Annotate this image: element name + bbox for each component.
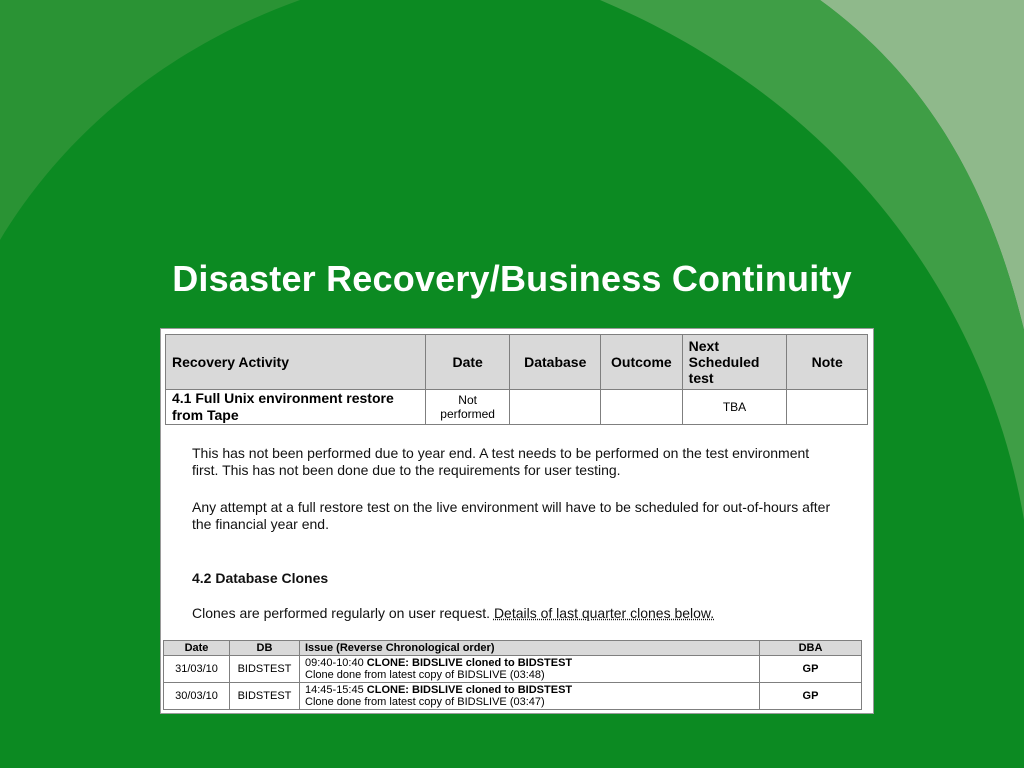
- clone-action: CLONE: BIDSLIVE cloned to BIDSTEST: [366, 657, 573, 669]
- recovery-table: [165, 334, 868, 425]
- clone-detail: Clone done from latest copy of BIDSLIVE (03:47): [305, 696, 545, 708]
- recovery-table-header: [166, 335, 868, 390]
- clone-time: 14:45-15:45: [305, 684, 367, 696]
- clone-db: BIDSTEST: [230, 683, 300, 710]
- header-date: Date: [425, 335, 510, 390]
- clone-action: CLONE: BIDSLIVE cloned to BIDSTEST: [366, 684, 573, 696]
- clones-lead-text: Clones are performed regularly on user request.: [192, 605, 494, 621]
- clone-issue: [300, 656, 760, 683]
- table-row: [164, 656, 862, 683]
- header-note: Note: [787, 335, 868, 390]
- cell-activity: 4.1 Full Unix environment restore from Tape: [166, 390, 426, 425]
- paragraph-not-performed: This has not been performed due to year end. A test needs to be performed on the test environment first. This has not been done due to the requirements for user testing.: [192, 445, 810, 478]
- header-next-scheduled-test: Next Scheduled test: [682, 335, 787, 390]
- table-row: [166, 390, 868, 425]
- cell-date: Not performed: [425, 390, 510, 425]
- clone-dba: GP: [760, 656, 862, 683]
- paragraph-clones: [192, 605, 832, 622]
- header-clone-issue: Issue (Reverse Chronological order): [300, 641, 760, 656]
- left-arc: [0, 0, 300, 240]
- header-clone-db: DB: [230, 641, 300, 656]
- clone-detail: Clone done from latest copy of BIDSLIVE (03:48): [305, 669, 545, 681]
- slide-title: Disaster Recovery/Business Continuity: [172, 258, 852, 299]
- clones-table: [163, 640, 862, 710]
- cell-note: [787, 390, 868, 425]
- clone-time: 09:40-10:40: [305, 657, 367, 669]
- cell-next-test: TBA: [682, 390, 787, 425]
- header-clone-date: Date: [164, 641, 230, 656]
- header-database: Database: [510, 335, 601, 390]
- clone-issue: [300, 683, 760, 710]
- header-clone-dba: DBA: [760, 641, 862, 656]
- clones-details-text: Details of last quarter clones below.: [493, 605, 715, 621]
- header-outcome: Outcome: [601, 335, 683, 390]
- cell-outcome: [601, 390, 683, 425]
- section-heading-database-clones: 4.2 Database Clones: [192, 570, 329, 586]
- document-excerpt: [161, 329, 873, 713]
- clones-table-header: [164, 641, 862, 656]
- paragraph-live-restore: Any attempt at a full restore test on the live environment will have to be scheduled for out-of-hours after the financial year end.: [192, 499, 831, 532]
- table-row: [164, 683, 862, 710]
- cell-database: [510, 390, 601, 425]
- clone-date: 31/03/10: [164, 656, 230, 683]
- clone-db: BIDSTEST: [230, 656, 300, 683]
- clone-dba: GP: [760, 683, 862, 710]
- clone-date: 30/03/10: [164, 683, 230, 710]
- header-recovery-activity: Recovery Activity: [166, 335, 426, 390]
